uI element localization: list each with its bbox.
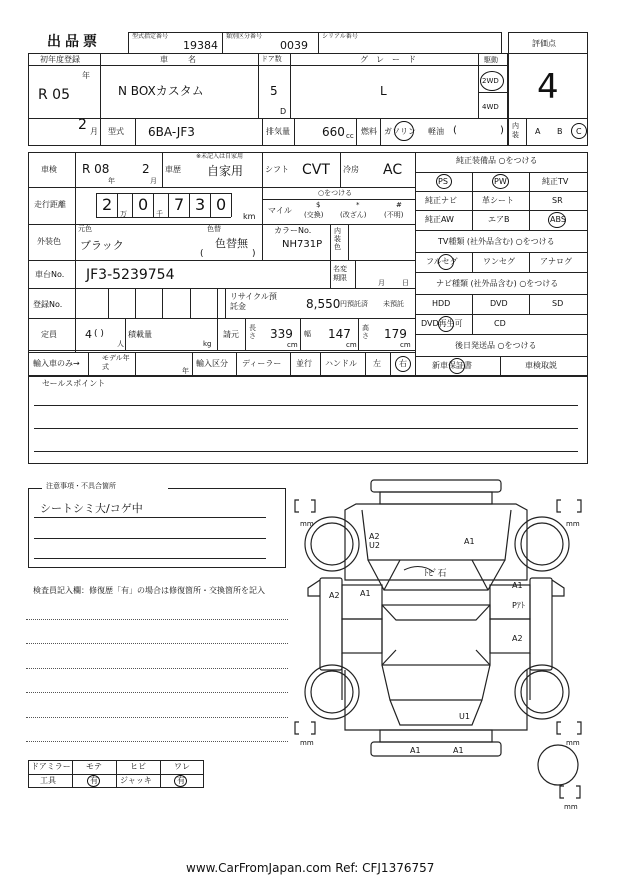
equip-airbag: エアB [488, 215, 510, 224]
capacity-label: 定員 [41, 330, 57, 339]
recycle-not-deposited: 未預託 [383, 300, 404, 308]
fuel-label: 燃料 [361, 127, 377, 136]
cooler-value: AC [383, 162, 403, 178]
mm-front-right: mm [566, 520, 580, 528]
navi-sd: SD [552, 299, 564, 308]
chassis-label: 車台No. [35, 270, 65, 279]
mileage-tamper-sym: * [356, 201, 360, 209]
mileage-digit-5: 0 [216, 195, 227, 214]
dims-width-label: 幅 [304, 330, 311, 338]
dims-seal-label: 請元 [223, 330, 239, 339]
navi-dvd: DVD [490, 299, 508, 308]
cooler-label: 冷房 [343, 165, 359, 174]
load-unit: kg [203, 340, 212, 348]
displacement-value: 660 [322, 125, 345, 139]
capacity-value: 4 [85, 328, 92, 341]
equipment-title: 純正装備品 ○をつける [456, 156, 538, 165]
equip-sr: SR [552, 196, 563, 205]
dims-length-label: 長さ [249, 324, 256, 340]
mileage-man: 万 [120, 210, 127, 218]
exterior-orig-label: 元色 [78, 225, 92, 233]
model-designation-label: 型式指定番号 [132, 33, 169, 40]
mileage-unknown-sym: # [396, 201, 402, 209]
drive-label: 駆動 [484, 56, 498, 64]
mm-spare: mm [564, 803, 578, 811]
first-reg-label: 初年度登録 [40, 55, 80, 64]
damage-pato-right: Pｱﾄ [512, 601, 525, 610]
color-no-value: NH731P [282, 239, 323, 250]
category-label: 類別区分番号 [226, 33, 263, 40]
exterior-label: 外装色 [37, 237, 61, 246]
mileage-sen: 千 [156, 210, 163, 218]
exterior-paren-close: ) [252, 249, 256, 259]
mileage-digit-2: 0 [138, 195, 149, 214]
load-label: 積載量 [128, 330, 152, 339]
damage-a2-left: A2 [329, 591, 340, 600]
capacity-unit: 人 [117, 340, 124, 348]
tv-oneseg: ワンセグ [483, 257, 515, 266]
drive-2wd: 2WD [482, 77, 499, 85]
damage-a1-left: A1 [360, 589, 371, 598]
recycle-value: 8,550 [306, 297, 341, 311]
recycle-label: リサイクル預託金 [230, 292, 277, 311]
exterior-paren-open: ( [200, 249, 204, 259]
model-code-label: 型式 [108, 127, 124, 136]
mileage-mile: マイル [268, 206, 292, 215]
interior-grade-c: C [576, 127, 582, 136]
interior-label: 内装 [512, 122, 519, 139]
damage-stone-chip: ﾄﾋﾞ石 [424, 569, 447, 579]
chassis-value: JF3-5239754 [86, 267, 175, 283]
damage-u1-rear: U1 [459, 712, 470, 721]
chassis-month: 月 [378, 279, 385, 287]
mileage-digit-4: 3 [195, 195, 206, 214]
damage-a1-rear-left: A1 [410, 746, 421, 755]
damage-u2-front: U2 [369, 541, 380, 550]
dims-length-unit: cm [287, 341, 298, 349]
tools-door-mirror: ドアミラー [31, 762, 71, 771]
dims-height-label: 高さ [362, 324, 369, 340]
inspection-year-unit: 年 [108, 177, 115, 185]
tools-yu2: 有 [177, 776, 185, 785]
equip-ps: PS [438, 177, 448, 186]
dims-width-value: 147 [328, 327, 351, 341]
tools-jack: ジャッキ [120, 776, 152, 785]
damage-a2-right: A2 [512, 634, 523, 643]
mileage-tsukeru: ○をつける [318, 189, 353, 197]
mileage-tamper: (改ざん) [340, 211, 367, 219]
first-reg-month-unit: 月 [90, 127, 98, 136]
displacement-label: 排気量 [266, 127, 290, 136]
inspection-label: 車検 [41, 165, 57, 174]
inspection-month: 2 [142, 162, 150, 176]
mileage-exchange: (交換) [304, 211, 324, 219]
color-no-label: カラーNo. [274, 226, 312, 235]
chassis-day: 日 [402, 279, 409, 287]
navi-cd: CD [494, 319, 506, 328]
equip-navi: 純正ナビ [425, 196, 457, 205]
fuel-paren-open: ( [453, 125, 457, 136]
dims-height-unit: cm [400, 341, 411, 349]
mileage-exchange-sym: $ [316, 201, 321, 209]
exterior-repaint-value: 色替無 [215, 237, 248, 250]
first-reg-month: 2 [78, 117, 87, 133]
evaluation-label: 評価点 [532, 39, 556, 48]
grade-label: グレード [360, 55, 424, 64]
navi-hdd: HDD [432, 299, 451, 308]
equip-pw: PW [494, 177, 507, 186]
category-value: 0039 [280, 39, 308, 52]
mileage-digit-3: 7 [174, 195, 185, 214]
fuel-gasoline: ガソリン [384, 127, 416, 136]
tools-hibi: ヒビ [130, 762, 146, 771]
damage-a1-rear-right: A1 [453, 746, 464, 755]
import-model-year-label: モデル年式 [102, 354, 130, 371]
equip-abs: ABS [550, 215, 566, 224]
form-title: 出品票 [47, 34, 101, 50]
mileage-digit-1: 2 [102, 195, 113, 214]
sales-point-label: セールスポイント [42, 379, 106, 388]
tools-mote: モテ [86, 762, 102, 771]
first-reg-year-unit: 年 [82, 71, 90, 80]
inspection-month-unit: 月 [150, 177, 157, 185]
damage-a1-hood: A1 [464, 537, 475, 546]
tv-analog: アナログ [540, 257, 572, 266]
later-warranty: 新車保証書 [432, 361, 472, 370]
interior-grade-b: B [557, 127, 563, 136]
notes-label: 注意事項・不具合箇所 [46, 482, 116, 490]
tools-tool: 工具 [40, 776, 56, 785]
navi-title: ナビ種類 (社外品含む) ○をつける [436, 279, 559, 288]
navi-dvd-play: DVD再生可 [421, 319, 463, 328]
car-name-label: 車名 [160, 55, 216, 64]
interior-grade-a: A [535, 127, 541, 136]
damage-a1-right: A1 [512, 581, 523, 590]
later-manual: 車検取説 [525, 361, 557, 370]
mileage-label: 走行距離 [34, 200, 66, 209]
history-value: 自家用 [207, 164, 244, 178]
displacement-unit: cc [346, 132, 354, 140]
recycle-deposited: 円預託済 [340, 300, 368, 308]
serial-label: シリアル番号 [322, 33, 358, 40]
history-note: ※未記入は自家用 [196, 153, 244, 160]
grade-value: L [380, 84, 387, 98]
doors-value: 5 [270, 84, 278, 98]
inspector-label: 検査員記入欄：修復歴「有」の場合は修復箇所・交換箇所を記入 [33, 586, 265, 595]
dims-width-unit: cm [346, 341, 357, 349]
chassis-change-label: 名変期限 [333, 265, 347, 282]
registration-label: 登録No. [33, 300, 63, 309]
first-reg-year: R 05 [38, 87, 70, 103]
notes-text: シートシミ大/コゲ中 [40, 502, 143, 515]
import-label: 輸入車のみ→ [33, 359, 80, 368]
model-designation-value: 19384 [183, 39, 218, 52]
handle-right: 右 [399, 359, 407, 368]
tools-yu1: 有 [90, 776, 98, 785]
import-cat-label: 輸入区分 [196, 359, 228, 368]
capacity-paren: ( ) [94, 329, 104, 339]
footer-reference: www.CarFromJapan.com Ref: CFJ1376757 [186, 861, 435, 875]
mm-rear-right: mm [566, 739, 580, 747]
fuel-paren-close: ) [500, 125, 504, 136]
mileage-unit: km [243, 212, 256, 221]
fuel-light-oil: 軽油 [428, 127, 444, 136]
drive-4wd: 4WD [482, 103, 499, 111]
exterior-repaint-label: 色替 [207, 225, 221, 233]
tv-title: TV種類 (社外品含む) ○をつける [438, 237, 555, 246]
tv-fullseg: フルセグ [426, 257, 458, 266]
mileage-unknown: (不明) [384, 211, 404, 219]
handle-label: ハンドル [325, 359, 357, 368]
exterior-orig-value: ブラック [80, 239, 124, 252]
doors-label: ドア数 [261, 55, 282, 63]
history-label: 車歴 [165, 165, 181, 174]
inspection-year: R 08 [82, 162, 110, 176]
interior-color-label: 内装色 [334, 227, 341, 251]
import-parallel: 並行 [296, 359, 312, 368]
dims-height-value: 179 [384, 327, 407, 341]
later-title: 後日発送品 ○をつける [455, 341, 537, 350]
tools-ware: ワレ [174, 762, 190, 771]
import-year-unit: 年 [182, 367, 189, 375]
equip-tv: 純正TV [542, 177, 569, 186]
doors-suffix: D [280, 107, 287, 116]
mm-rear-left: mm [300, 739, 314, 747]
car-name-value: N BOXカスタム [118, 84, 204, 98]
shift-label: シフト [265, 165, 289, 174]
import-dealer: ディーラー [242, 359, 282, 368]
handle-left: 左 [373, 359, 381, 368]
damage-a2-front: A2 [369, 532, 380, 541]
equip-aw: 純正AW [425, 215, 454, 224]
equip-leather: 革シート [482, 196, 514, 205]
mm-front-left: mm [300, 520, 314, 528]
shift-value: CVT [302, 162, 330, 178]
model-code-value: 6BA-JF3 [148, 125, 195, 139]
evaluation-score: 4 [537, 67, 559, 107]
dims-length-value: 339 [270, 327, 293, 341]
